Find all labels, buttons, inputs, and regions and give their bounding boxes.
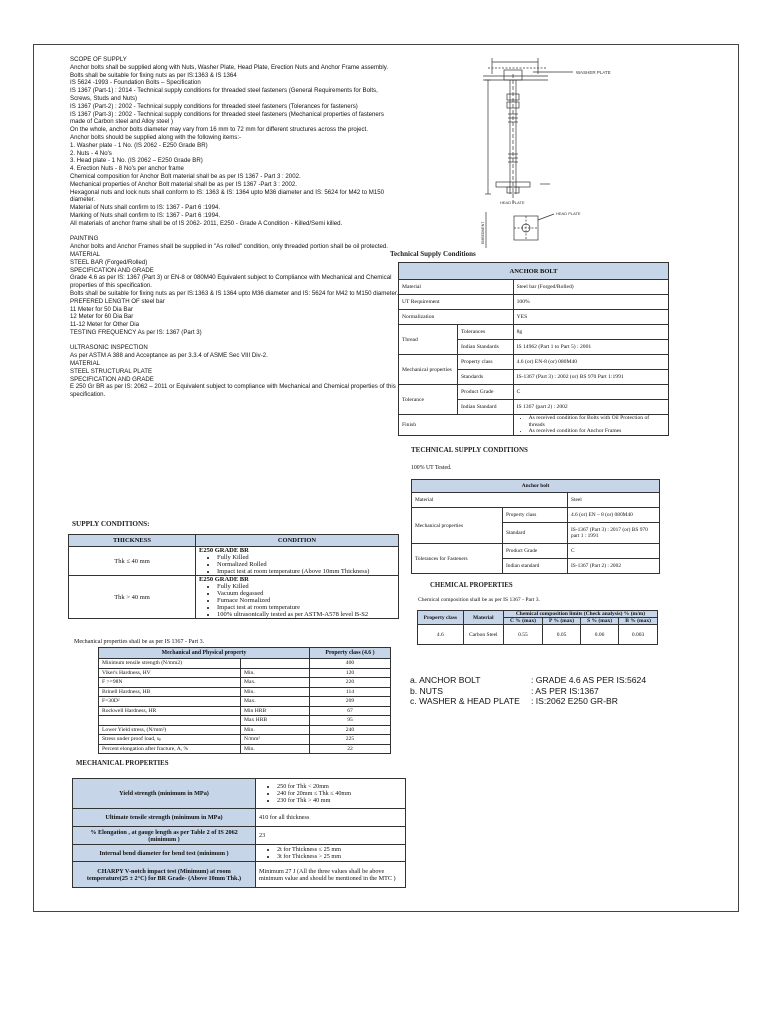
table-cell: Max. (241, 697, 310, 707)
supply-conditions-table (68, 534, 399, 619)
table-cell: Minimum tensile strength (N/mm2) (99, 659, 241, 669)
spec-line: Mechanical properties of Anchor Bolt material shall be as per IS 1367 -Part 3 : 2002. (70, 180, 297, 188)
anchor-bolt-drawing (478, 54, 664, 250)
table-row (99, 716, 391, 726)
list-item: • 100% ultrasonically tested as per ASTM-A578 level B-S2 (217, 611, 395, 618)
col-header: B % (max) (619, 618, 658, 625)
table-cell: Brinell Hardness, HB (99, 687, 241, 697)
col-header: S % (max) (581, 618, 619, 625)
cell-label: Indian standard (503, 559, 568, 574)
table-row (99, 678, 391, 688)
summary-key: a. ANCHOR BOLT (410, 675, 481, 685)
list-item: • Furnace Normalized (217, 597, 395, 604)
cell-label: Yield strength (minimum in MPa) (73, 779, 256, 809)
spec-line: Hexagonal nuts and lock nuts shall conform to IS: 1363 & IS: 1364 upto M36 diameter and IS: 5624 for M42 to M150 diameter. (70, 188, 385, 204)
cell-value: 23 (256, 827, 406, 845)
spec-line: 1. Washer plate - 1 No. (IS 2062 - E250 Grade BR) (70, 141, 208, 149)
table-cell: Min. (241, 725, 310, 735)
cell-label: % Elongation , at gauge length as per Table 2 of IS 2062 (minimum ) (73, 827, 256, 845)
spec-line: E 250 Gr BR as per IS: 2062 – 2011 or Equivalent subject to compliance with Mechanical and Chemical properties of this specification. (70, 383, 396, 399)
table-cell: Rockwell Hardness, HR (99, 706, 241, 716)
col-header: C % (max) (503, 618, 542, 625)
condition-list (199, 554, 395, 575)
head-plate-label: HEAD PLATE (500, 200, 525, 205)
list-item: • 240 for 20mm ≤ Thk ≤ 40mm (277, 790, 402, 797)
col-header: THICKNESS (69, 535, 196, 547)
spec-line: 11-12 Meter for Other Dia (70, 321, 139, 329)
spec-line: PAINTING (70, 235, 99, 243)
cell-value (256, 779, 406, 809)
cell-label: Thread (399, 325, 458, 355)
col-header: Material (463, 611, 503, 625)
spec-line: Marking of Nuts shall confirm to IS: 1367 - Part 6 :1994. (70, 211, 221, 219)
cell-label: Material (399, 280, 514, 295)
table-row (99, 725, 391, 735)
summary-value: : IS:2062 E250 GR-BR (531, 696, 618, 706)
col-header: Property class (418, 611, 464, 625)
spec-line: Anchor bolts and Anchor Frames shall be supplied in "As rolled" condition, only threaded portion shall be oil protected. (70, 243, 389, 251)
spec-line: MATERIAL (70, 360, 101, 368)
summary-row (410, 696, 646, 707)
tsc1-heading: Technical Supply Conditions (390, 250, 476, 258)
table-cell: 22 (310, 744, 391, 754)
cell-label: Mechanical properties (412, 508, 503, 544)
cell-value: YES (513, 310, 668, 325)
spec-line: TESTING FREQUENCY As per IS: 1367 (Part 3) (70, 328, 202, 336)
cell-label: Tolerances (458, 325, 514, 340)
cell-label: Product Grade (503, 544, 568, 559)
list-item: • Vacuum degassed (217, 590, 395, 597)
cell-label: Finish (399, 415, 514, 436)
cell-value: IS 14962 (Part 1 to Part 5) : 2001 (513, 340, 668, 355)
spec-line: Bolts shall be suitable for fixing nuts as per IS:1363 & IS 1364 (70, 71, 237, 79)
cell-value: IS-1367 (Part 3) : 2017 (or) BS 970 part 1 : 1991 (568, 523, 660, 544)
cell-value: C (568, 544, 660, 559)
table-cell: Min. (241, 687, 310, 697)
summary-key: b. NUTS (410, 685, 443, 696)
summary-value: : AS PER IS:1367 (531, 685, 599, 696)
cell-value: 0.003 (619, 625, 658, 645)
table-cell: 240 (310, 725, 391, 735)
cell-label: UT Requirement (399, 295, 514, 310)
table-cell: 220 (310, 678, 391, 688)
spec-line: IS 1367 (Part-1) : 2014 - Technical supply conditions for threaded steel fasteners (General Requirements for Bolts, Screws, Studs and Nuts) (70, 87, 378, 102)
technical-supply-conditions-table (398, 262, 669, 436)
anchor-summary (410, 675, 646, 707)
cell-label: Internal bend diameter for bend test (minimum ) (73, 845, 256, 862)
cell-label: Standard (503, 523, 568, 544)
list-item: • Impact test at room temperature (Above 10mm Thickness) (217, 568, 395, 575)
chemical-properties-table (417, 610, 658, 645)
chem-heading: CHEMICAL PROPERTIES (430, 582, 513, 589)
summary-key: c. WASHER & HEAD PLATE (410, 696, 520, 706)
mech-phys-caption: Mechanical properties shall be as per IS 1367 - Part 3. (74, 639, 205, 645)
cell-value: Carbon Steel (463, 625, 503, 645)
embedment-label: EMBEDMENT (481, 221, 485, 244)
table-row (99, 659, 391, 669)
cell-value: IS-1367 (Part 2) : 2002 (568, 559, 660, 574)
cell-value (196, 547, 399, 576)
list-item: • 230 for Thk > 40 mm (277, 797, 402, 804)
mechanical-properties-table (72, 778, 406, 888)
list-item: • Fully Killed (217, 583, 395, 590)
table-cell: Max HRB (241, 716, 310, 726)
grade-title: E250 GRADE BR (199, 576, 249, 583)
cell-value: IS-1367 (Part 3) : 2002 (or) BS 970 Part 1:1991 (513, 370, 668, 385)
spec-line: As per ASTM A 388 and Acceptance as per 3.3.4 of ASME Sec VIII Div-2. (70, 352, 268, 360)
cell-value (196, 576, 399, 619)
cell-value (513, 415, 668, 436)
list-item: • 3t for Thickness > 25 mm (277, 853, 402, 860)
spec-line: IS 5624 -1993 - Foundation Bolts – Specification (70, 79, 201, 87)
cell-value: Steel (568, 493, 660, 508)
ut-tested-note: 100% UT Tested. (411, 465, 452, 471)
cell-value: C (513, 385, 668, 400)
cell-value: 410 for all thickness (256, 809, 406, 827)
table-cell: 209 (310, 697, 391, 707)
table-cell: Max. (241, 678, 310, 688)
cell-label: Ultimate tensile strength (minimum in MPa) (73, 809, 256, 827)
cell-label: Property class (458, 355, 514, 370)
spec-line: Anchor bolts should be supplied along with the following items:- (70, 133, 242, 141)
list-item: • Normalized Rolled (217, 561, 395, 568)
scope-of-supply-text (70, 56, 400, 399)
table-cell: F >=98N (99, 678, 241, 688)
spec-line: 4. Erection Nuts - 8 No's per anchor frame (70, 165, 184, 173)
cell-value: 4.6 (or) EN – 8 (or) 080M40 (568, 508, 660, 523)
cell-label: Normalization (399, 310, 514, 325)
technical-supply-conditions-table-2 (411, 479, 660, 574)
table-cell: 114 (310, 687, 391, 697)
cell-value (256, 845, 406, 862)
cell-value: 4.6 (or) EN-8 (or) 080M40 (513, 355, 668, 370)
table-cell: Min HRB (241, 706, 310, 716)
spec-line: 11 Meter for 50 Dia Bar (70, 305, 133, 313)
yield-list (259, 783, 402, 804)
list-item: • As received condition for Anchor Frames (529, 428, 665, 435)
mechanical-physical-table (98, 647, 391, 754)
cell-label: Indian Standards (458, 340, 514, 355)
cell-value: 0.06 (581, 625, 619, 645)
spec-line: SPECIFICATION AND GRADE (70, 266, 154, 274)
grade-title: E250 GRADE BR (199, 547, 249, 554)
bend-list (259, 846, 402, 860)
table-row (99, 744, 391, 754)
cell-label: Standards (458, 370, 514, 385)
cell-label: Tolerances for Fasteners (412, 544, 503, 574)
table-cell (241, 659, 310, 669)
cell-label: Material (412, 493, 568, 508)
table-row (99, 697, 391, 707)
list-item: • 250 for Thk < 20mm (277, 783, 402, 790)
tsc2-heading: TECHNICAL SUPPLY CONDITIONS (411, 446, 528, 454)
table-row (99, 735, 391, 745)
cell-label: Thk > 40 mm (69, 576, 196, 619)
cell-value: IS 1367 (part 2) : 2002 (513, 400, 668, 415)
washer-plate-label: WASHER PLATE (576, 70, 611, 75)
spec-line: IS 1367 (Part-2) : 2002 - Technical supply conditions for threaded steel fasteners (Tolerances for fasteners) (70, 102, 358, 110)
spec-line: Chemical composition for Anchor Bolt material shall be as per IS 1367 - Part 3 : 2002. (70, 172, 301, 180)
cell-label: Mechanical properties (399, 355, 458, 385)
list-item: • 2t for Thickness ≤ 25 mm (277, 846, 402, 853)
summary-value: : GRADE 4.6 AS PER IS:5624 (531, 675, 647, 685)
spec-line: ULTRASONIC INSPECTION (70, 344, 148, 352)
table-cell: 67 (310, 706, 391, 716)
head-plate-plan-label: HEAD PLATE (556, 211, 581, 216)
table-cell: Min. (241, 668, 310, 678)
mech-heading: MECHANICAL PROPERTIES (76, 760, 169, 767)
cell-label: Thk ≤ 40 mm (69, 547, 196, 576)
table-cell: Stress under proof load, sₚ (99, 735, 241, 745)
spec-line (70, 228, 400, 236)
cell-value: 0.55 (503, 625, 542, 645)
col-header: Property class (4.6 ) (310, 648, 391, 659)
list-item: • As received condition for Bolts with Oil Protection of threads (529, 415, 665, 428)
cell-value: 100% (513, 295, 668, 310)
col-header: P % (max) (543, 618, 581, 625)
cell-value: Steel bar (Forged/Rolled) (513, 280, 668, 295)
spec-line (70, 337, 400, 345)
table-title: Anchor bolt (412, 480, 660, 493)
spec-line: Material of Nuts shall confirm to IS: 1367 - Part 6 :1994. (70, 204, 221, 212)
list-item: • Impact test at room temperature (217, 604, 395, 611)
spec-line: STEEL BAR (Forged/Rolled) (70, 258, 148, 266)
cell-value: 8g (513, 325, 668, 340)
cell-label: Tolerance (399, 385, 458, 415)
spec-line: Bolts shall be suitable for fixing nuts as per IS:1363 & IS 1364 upto M36 diameter and IS: 5624 for M42 to M150 diameter. (70, 289, 399, 297)
spec-line: MATERIAL (70, 250, 101, 258)
summary-row (410, 675, 646, 686)
table-cell: Min. (241, 744, 310, 754)
spec-line: PREFERED LENGTH OF steel bar (70, 297, 165, 305)
cell-label: CHARPY V-notch impact test (Minimum) at room temperature(25 ± 2°C) for BR Grade- (Above 10mm Thk.) (73, 862, 256, 888)
spec-line: SCOPE OF SUPPLY (70, 56, 127, 63)
cell-label: Property class (503, 508, 568, 523)
table-cell: Percent elongation after fracture, A, % (99, 744, 241, 754)
spec-line: 2. Nuts - 4 No's (70, 149, 112, 157)
table-cell: Viker's Hardness, HV (99, 668, 241, 678)
chem-subtitle: Chemical composition shall be as per IS 1367 - Part 3. (418, 597, 540, 603)
list-item: • Fully Killed (217, 554, 395, 561)
spec-line: Grade 4.6 as per IS: 1367 (Part 3) or EN-8 or 080M40 Equivalent subject to Compliance with Mechanical and Chemical properties of this specification. (70, 274, 392, 290)
supply-heading: SUPPLY CONDITIONS: (72, 520, 150, 528)
col-header: Mechanical and Physical property (99, 648, 310, 659)
table-cell: Lower Yield stress, (N/mm²) (99, 725, 241, 735)
table-row (99, 687, 391, 697)
spec-line: STEEL STRUCTURAL PLATE (70, 367, 153, 375)
col-header: Chemical composition limits (Check analysis) % (m/m) (503, 611, 657, 618)
cell-label: Indian Standard (458, 400, 514, 415)
cell-value: 0.05 (543, 625, 581, 645)
spec-line: 12 Meter for 60 Dia Bar (70, 313, 134, 321)
table-cell: 225 (310, 735, 391, 745)
cell-value: 4.6 (418, 625, 464, 645)
cell-value: Minimum 27 J (All the three values shall be above minimum value and should be mentioned in the MTC ) (256, 862, 406, 888)
table-row (99, 706, 391, 716)
table-row (99, 668, 391, 678)
col-header: CONDITION (196, 535, 399, 547)
condition-list (199, 583, 395, 618)
table-title: ANCHOR BOLT (399, 263, 669, 280)
spec-line: SPECIFICATION AND GRADE (70, 375, 154, 383)
cell-label: Product Grade (458, 385, 514, 400)
table-cell: 95 (310, 716, 391, 726)
spec-line: All materials of anchor frame shall be of IS 2062- 2011, E250 - Grade A Condition - Killed/Semi killed. (70, 219, 343, 227)
spec-line: IS 1367 (Part-3) : 2002 - Technical supply conditions for threaded steel fasteners (Mechanical properties of fasteners made of Carbon steel and Alloy steel ) (70, 110, 384, 126)
spec-line: Anchor bolts shall be supplied along with Nuts, Washer Plate, Head Plate, Erection Nuts and Anchor Frame assembly. (70, 63, 389, 71)
spec-line: 3. Head plate - 1 No. (IS 2062 – E250 Grade BR) (70, 157, 203, 165)
table-cell: N/mm² (241, 735, 310, 745)
table-cell: 120 (310, 668, 391, 678)
table-cell (99, 716, 241, 726)
summary-row (410, 686, 646, 697)
table-cell: 400 (310, 659, 391, 669)
spec-line: On the whole, anchor bolts diameter may vary from 16 mm to 72 mm for different structures across the project. (70, 126, 368, 134)
table-cell: F=30D² (99, 697, 241, 707)
